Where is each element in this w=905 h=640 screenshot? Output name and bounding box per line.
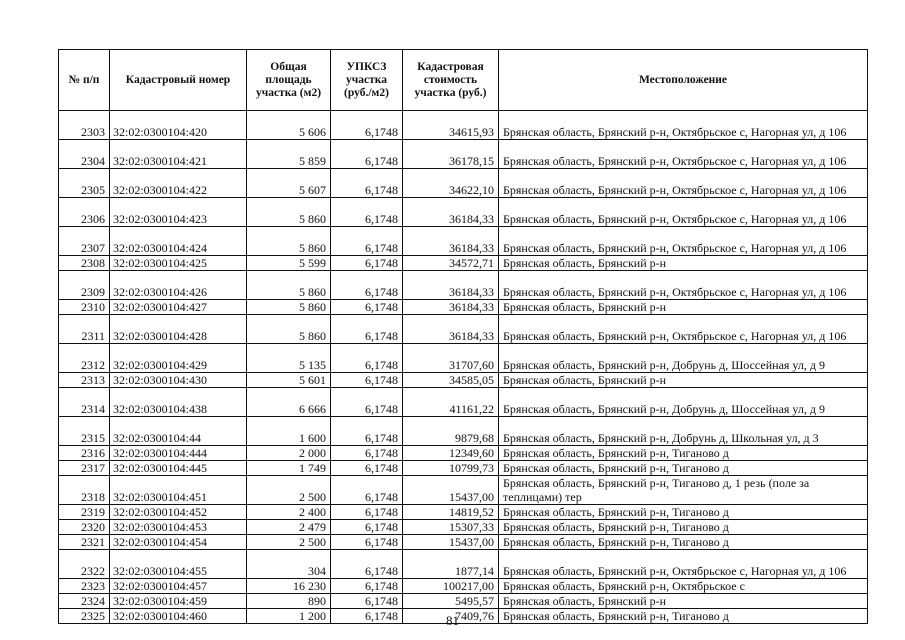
- area-value: 5 860: [247, 227, 331, 256]
- cadastral-number: 32:02:0300104:426: [110, 271, 247, 300]
- area-value: 5 860: [247, 271, 331, 300]
- location-text: Брянская область, Брянский р-н: [499, 594, 868, 609]
- row-number: 2318: [59, 476, 110, 505]
- table-row: [59, 344, 868, 373]
- rate-value: 6,1748: [331, 256, 403, 271]
- row-number: 2324: [59, 594, 110, 609]
- table-row: [59, 446, 868, 461]
- table-row: [59, 271, 868, 300]
- area-value: 2 400: [247, 505, 331, 520]
- table-row: [59, 300, 868, 315]
- cadastral-number: 32:02:0300104:444: [110, 446, 247, 461]
- row-number: 2321: [59, 535, 110, 550]
- rate-value: 6,1748: [331, 373, 403, 388]
- rate-value: 6,1748: [331, 446, 403, 461]
- cadastral-number: 32:02:0300104:459: [110, 594, 247, 609]
- location-text: Брянская область, Брянский р-н, Октябрьское с, Нагорная ул, д 106: [499, 198, 868, 227]
- cadastral-number: 32:02:0300104:438: [110, 388, 247, 417]
- area-value: 5 599: [247, 256, 331, 271]
- cost-value: 9879,68: [403, 417, 499, 446]
- location-text: Брянская область, Брянский р-н: [499, 373, 868, 388]
- cadastral-number: 32:02:0300104:429: [110, 344, 247, 373]
- area-value: 2 500: [247, 535, 331, 550]
- area-value: 5 860: [247, 198, 331, 227]
- header-cadastral-number: Кадастровый номер: [110, 50, 247, 111]
- cost-value: 34615,93: [403, 111, 499, 140]
- cost-value: 1877,14: [403, 550, 499, 579]
- table-row: [59, 256, 868, 271]
- area-value: 5 601: [247, 373, 331, 388]
- table-row: [59, 169, 868, 198]
- cost-value: 31707,60: [403, 344, 499, 373]
- row-number: 2303: [59, 111, 110, 140]
- area-value: 5 606: [247, 111, 331, 140]
- table-row: [59, 476, 868, 505]
- rate-value: 6,1748: [331, 344, 403, 373]
- cost-value: 15437,00: [403, 476, 499, 505]
- location-text: Брянская область, Брянский р-н, Тиганово д: [499, 609, 868, 624]
- cadastral-number: 32:02:0300104:421: [110, 140, 247, 169]
- row-number: 2311: [59, 315, 110, 344]
- row-number: 2308: [59, 256, 110, 271]
- cadastral-number: 32:02:0300104:427: [110, 300, 247, 315]
- rate-value: 6,1748: [331, 550, 403, 579]
- cadastral-number: 32:02:0300104:430: [110, 373, 247, 388]
- row-number: 2306: [59, 198, 110, 227]
- cost-value: 36184,33: [403, 271, 499, 300]
- table-row: [59, 535, 868, 550]
- cadastral-number: 32:02:0300104:451: [110, 476, 247, 505]
- location-text: Брянская область, Брянский р-н: [499, 300, 868, 315]
- cost-value: 14819,52: [403, 505, 499, 520]
- row-number: 2313: [59, 373, 110, 388]
- location-text: Брянская область, Брянский р-н, Октябрьское с, Нагорная ул, д 106: [499, 271, 868, 300]
- area-value: 1 200: [247, 609, 331, 624]
- table-row: [59, 227, 868, 256]
- cadastral-number: 32:02:0300104:422: [110, 169, 247, 198]
- table-body: [59, 111, 868, 624]
- table-header-row: [59, 50, 868, 111]
- cadastral-number: 32:02:0300104:420: [110, 111, 247, 140]
- table-row: [59, 373, 868, 388]
- cadastral-number: 32:02:0300104:455: [110, 550, 247, 579]
- cadastral-number: 32:02:0300104:424: [110, 227, 247, 256]
- rate-value: 6,1748: [331, 609, 403, 624]
- rate-value: 6,1748: [331, 300, 403, 315]
- rate-value: 6,1748: [331, 315, 403, 344]
- row-number: 2309: [59, 271, 110, 300]
- row-number: 2312: [59, 344, 110, 373]
- area-value: 5 860: [247, 300, 331, 315]
- cost-value: 7409,76: [403, 609, 499, 624]
- rate-value: 6,1748: [331, 520, 403, 535]
- location-text: Брянская область, Брянский р-н, Тиганово д: [499, 505, 868, 520]
- rate-value: 6,1748: [331, 198, 403, 227]
- rate-value: 6,1748: [331, 476, 403, 505]
- cost-value: 36184,33: [403, 198, 499, 227]
- cost-value: 100217,00: [403, 579, 499, 594]
- row-number: 2316: [59, 446, 110, 461]
- row-number: 2304: [59, 140, 110, 169]
- area-value: 2 479: [247, 520, 331, 535]
- table-row: [59, 417, 868, 446]
- row-number: 2307: [59, 227, 110, 256]
- area-value: 5 859: [247, 140, 331, 169]
- header-num: № п/п: [59, 50, 110, 111]
- row-number: 2315: [59, 417, 110, 446]
- cost-value: 36184,33: [403, 300, 499, 315]
- location-text: Брянская область, Брянский р-н, Тиганово д: [499, 446, 868, 461]
- area-value: 2 000: [247, 446, 331, 461]
- area-value: 1 749: [247, 461, 331, 476]
- cost-value: 36184,33: [403, 315, 499, 344]
- cadastral-number: 32:02:0300104:457: [110, 579, 247, 594]
- cost-value: 10799,73: [403, 461, 499, 476]
- table-row: [59, 520, 868, 535]
- table-row: [59, 594, 868, 609]
- cadastral-number: 32:02:0300104:423: [110, 198, 247, 227]
- table-row: [59, 111, 868, 140]
- rate-value: 6,1748: [331, 594, 403, 609]
- row-number: 2325: [59, 609, 110, 624]
- cost-value: 5495,57: [403, 594, 499, 609]
- rate-value: 6,1748: [331, 461, 403, 476]
- rate-value: 6,1748: [331, 271, 403, 300]
- location-text: Брянская область, Брянский р-н: [499, 256, 868, 271]
- cost-value: 34622,10: [403, 169, 499, 198]
- cadastral-number: 32:02:0300104:425: [110, 256, 247, 271]
- area-value: 5 860: [247, 315, 331, 344]
- location-text: Брянская область, Брянский р-н, Октябрьское с, Нагорная ул, д 106: [499, 227, 868, 256]
- cadastral-value-table: [58, 49, 868, 624]
- location-text: Брянская область, Брянский р-н, Октябрьское с, Нагорная ул, д 106: [499, 140, 868, 169]
- location-text: Брянская область, Брянский р-н, Октябрьское с, Нагорная ул, д 106: [499, 169, 868, 198]
- cadastral-number: 32:02:0300104:454: [110, 535, 247, 550]
- cost-value: 15437,00: [403, 535, 499, 550]
- header-cadastral-cost: Кадастровая стоимость участка (руб.): [403, 50, 499, 111]
- rate-value: 6,1748: [331, 505, 403, 520]
- area-value: 304: [247, 550, 331, 579]
- area-value: 2 500: [247, 476, 331, 505]
- location-text: Брянская область, Брянский р-н, Тиганово д, 1 резь (поле за теплицами) тер: [499, 476, 868, 505]
- location-text: Брянская область, Брянский р-н, Тиганово д: [499, 535, 868, 550]
- rate-value: 6,1748: [331, 169, 403, 198]
- area-value: 5 607: [247, 169, 331, 198]
- rate-value: 6,1748: [331, 388, 403, 417]
- table-row: [59, 461, 868, 476]
- cadastral-number: 32:02:0300104:453: [110, 520, 247, 535]
- cost-value: 34572,71: [403, 256, 499, 271]
- area-value: 6 666: [247, 388, 331, 417]
- table-row: [59, 579, 868, 594]
- cadastral-number: 32:02:0300104:452: [110, 505, 247, 520]
- row-number: 2310: [59, 300, 110, 315]
- row-number: 2320: [59, 520, 110, 535]
- cost-value: 41161,22: [403, 388, 499, 417]
- cost-value: 15307,33: [403, 520, 499, 535]
- row-number: 2322: [59, 550, 110, 579]
- header-area: Общая площадь участка (м2): [247, 50, 331, 111]
- cost-value: 12349,60: [403, 446, 499, 461]
- area-value: 890: [247, 594, 331, 609]
- row-number: 2317: [59, 461, 110, 476]
- location-text: Брянская область, Брянский р-н, Добрунь д, Школьная ул, д 3: [499, 417, 868, 446]
- location-text: Брянская область, Брянский р-н, Октябрьское с, Нагорная ул, д 106: [499, 111, 868, 140]
- table-row: [59, 140, 868, 169]
- cadastral-number: 32:02:0300104:44: [110, 417, 247, 446]
- row-number: 2319: [59, 505, 110, 520]
- header-rate: УПКСЗ участка (руб./м2): [331, 50, 403, 111]
- page-number: 81: [446, 613, 459, 628]
- cost-value: 36178,15: [403, 140, 499, 169]
- table-row: [59, 388, 868, 417]
- location-text: Брянская область, Брянский р-н, Октябрьское с: [499, 579, 868, 594]
- rate-value: 6,1748: [331, 417, 403, 446]
- table-row: [59, 315, 868, 344]
- cost-value: 34585,05: [403, 373, 499, 388]
- rate-value: 6,1748: [331, 535, 403, 550]
- row-number: 2323: [59, 579, 110, 594]
- rate-value: 6,1748: [331, 140, 403, 169]
- location-text: Брянская область, Брянский р-н, Тиганово д: [499, 520, 868, 535]
- table-row: [59, 505, 868, 520]
- area-value: 1 600: [247, 417, 331, 446]
- rate-value: 6,1748: [331, 579, 403, 594]
- rate-value: 6,1748: [331, 111, 403, 140]
- row-number: 2314: [59, 388, 110, 417]
- cost-value: 36184,33: [403, 227, 499, 256]
- cadastral-number: 32:02:0300104:428: [110, 315, 247, 344]
- location-text: Брянская область, Брянский р-н, Добрунь д, Шоссейная ул, д 9: [499, 344, 868, 373]
- area-value: 5 135: [247, 344, 331, 373]
- location-text: Брянская область, Брянский р-н, Октябрьское с, Нагорная ул, д 106: [499, 315, 868, 344]
- area-value: 16 230: [247, 579, 331, 594]
- location-text: Брянская область, Брянский р-н, Октябрьское с, Нагорная ул, д 106: [499, 550, 868, 579]
- cadastral-number: 32:02:0300104:445: [110, 461, 247, 476]
- rate-value: 6,1748: [331, 227, 403, 256]
- location-text: Брянская область, Брянский р-н, Тиганово д: [499, 461, 868, 476]
- cadastral-number: 32:02:0300104:460: [110, 609, 247, 624]
- header-location: Местоположение: [499, 50, 868, 111]
- row-number: 2305: [59, 169, 110, 198]
- location-text: Брянская область, Брянский р-н, Добрунь д, Шоссейная ул, д 9: [499, 388, 868, 417]
- table-row: [59, 550, 868, 579]
- table-row: [59, 198, 868, 227]
